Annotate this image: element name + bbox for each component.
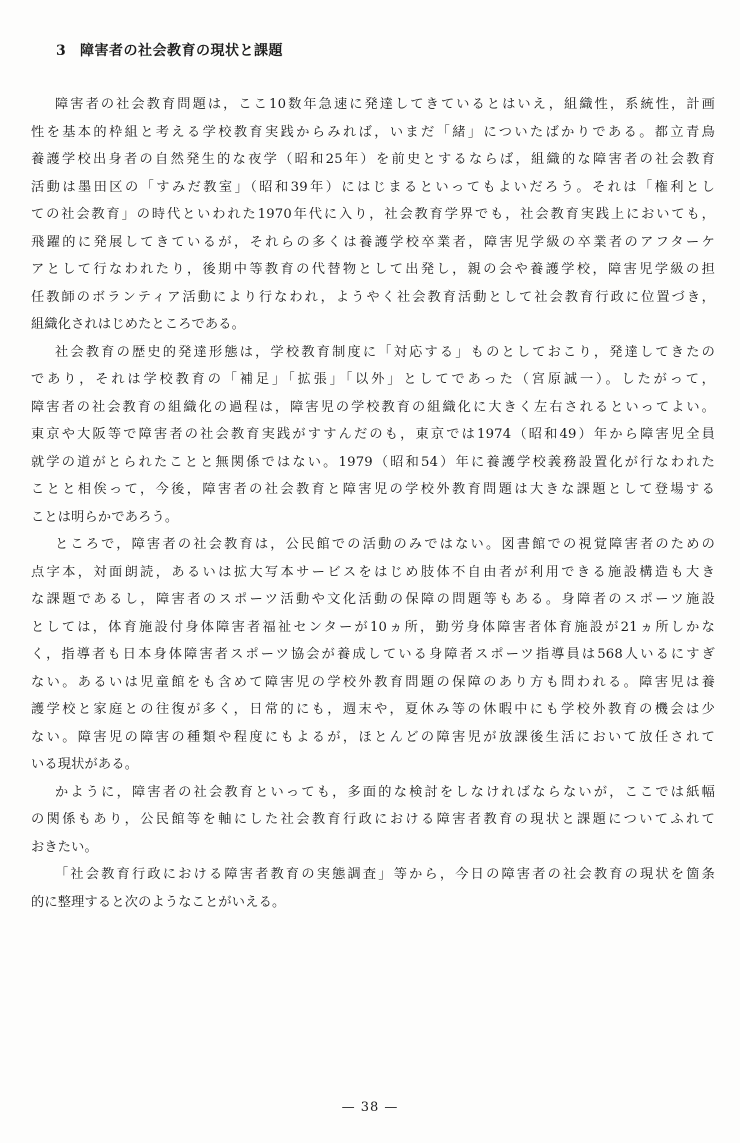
text-line: であり，それは学校教育の「補足」「拡張」「以外」としてであった（宮原誠一）。したがって，	[31, 372, 715, 387]
text-line: 飛躍的に発展してきているが，それらの多くは養護学校卒業者，障害児学級の卒業者のアフターケ	[31, 234, 715, 250]
text-line: な課題であるし，障害者のスポーツ活動や文化活動の保障の問題等もある。身障者のスポーツ施設	[31, 592, 715, 607]
body-text	[31, 91, 715, 916]
text-line: 的に整理すると次のようなことがいえる。	[31, 894, 286, 910]
text-line: 任教師のボランティア活動により行なわれ，ようやく社会教育活動として社会教育行政に位置づき，	[31, 289, 715, 305]
text-line: の関係もあり，公民館等を軸にした社会教育行政における障害者教育の現状と課題についてふれて	[31, 812, 715, 827]
text-line: おきたい。	[31, 839, 98, 855]
section-title: 障害者の社会教育の現状と課題	[80, 43, 283, 59]
paragraph-2	[31, 339, 715, 532]
text-line: く，指導者も日本身体障害者スポーツ協会が養成している身障者スポーツ指導員は568人いるにすぎ	[31, 647, 715, 662]
text-line: ことと相俟って，今後，障害者の社会教育と障害児の学校外教育問題は大きな課題として登場する	[31, 482, 715, 497]
text-line: 点字本，対面朗読，あるいは拡大写本サービスをはじめ肢体不自由者が利用できる施設構造も大き	[31, 564, 715, 580]
text-line: 障害者の社会教育の組織化の過程は，障害児の学校教育の組織化に大きく左右されるといってよい。	[31, 399, 715, 415]
text-line: アとして行なわれたり，後期中等教育の代替物として出発し，親の会や養護学校，障害児学級の担	[31, 262, 715, 277]
text-line: 性を基本的枠組と考える学校教育実践からみれば，いまだ「緒」についたばかりである。都立青鳥	[31, 124, 715, 140]
text-line: ての社会教育」の時代といわれた1970年代に入り，社会教育学界でも，社会教育実践上においても，	[31, 207, 715, 222]
text-line: ことは明らかであろう。	[31, 509, 179, 525]
text-line: 活動は墨田区の「すみだ教室」（昭和39年）にはじまるといってもよいだろう。それは「権利とし	[31, 179, 715, 195]
paragraph-4	[31, 779, 715, 862]
text-line: ところで，障害者の社会教育は，公民館での活動のみではない。図書館での視覚障害者のための	[55, 537, 715, 552]
text-line: 養護学校出身者の自然発生的な夜学（昭和25年）を前史とするならば，組織的な障害者の社会教育	[31, 152, 715, 167]
text-line: 東京や大阪等で障害者の社会教育実践がすすんだのも，東京では1974（昭和49）年から障害児全員	[31, 427, 715, 442]
text-line: としては，体育施設付身体障害者福祉センターが10ヵ所，勤労身体障害者体育施設が21ヵ所しかな	[31, 619, 715, 635]
paragraph-1	[31, 91, 715, 339]
text-line: 組織化されはじめたところである。	[31, 317, 246, 332]
text-line: 社会教育の歴史的発達形態は，学校教育制度に「対応する」ものとしておこり，発達してきたの	[55, 344, 715, 360]
section-heading	[56, 40, 283, 60]
paragraph-5	[31, 861, 715, 916]
text-line: ない。あるいは児童館をも含めて障害児の学校外教育問題の保障のあり方も問われる。障害児は養	[31, 674, 715, 690]
page-number: — 38 —	[341, 1100, 399, 1115]
paragraph-3	[31, 531, 715, 779]
text-line: かように，障害者の社会教育といっても，多面的な検討をしなければならないが，ここでは紙幅	[55, 784, 715, 800]
text-line: いる現状がある。	[31, 757, 139, 772]
text-line: 護学校と家庭との往復が多く，日常的にも，週末や，夏休み等の休暇中にも学校外教育の機会は少	[31, 702, 715, 717]
text-line: 障害者の社会教育問題は，ここ10数年急速に発達してきているとはいえ，組織性，系統性，計画	[55, 97, 715, 112]
text-line: ない。障害児の障害の種類や程度にもよるが，ほとんどの障害児が放課後生活において放任されて	[31, 729, 715, 745]
text-line: 「社会教育行政における障害者教育の実態調査」等から，今日の障害者の社会教育の現状を箇条	[55, 867, 715, 882]
section-number: 3	[56, 43, 67, 59]
text-line: 就学の道がとられたことと無関係ではない。1979（昭和54）年に養護学校義務設置化が行なわれた	[31, 454, 715, 470]
